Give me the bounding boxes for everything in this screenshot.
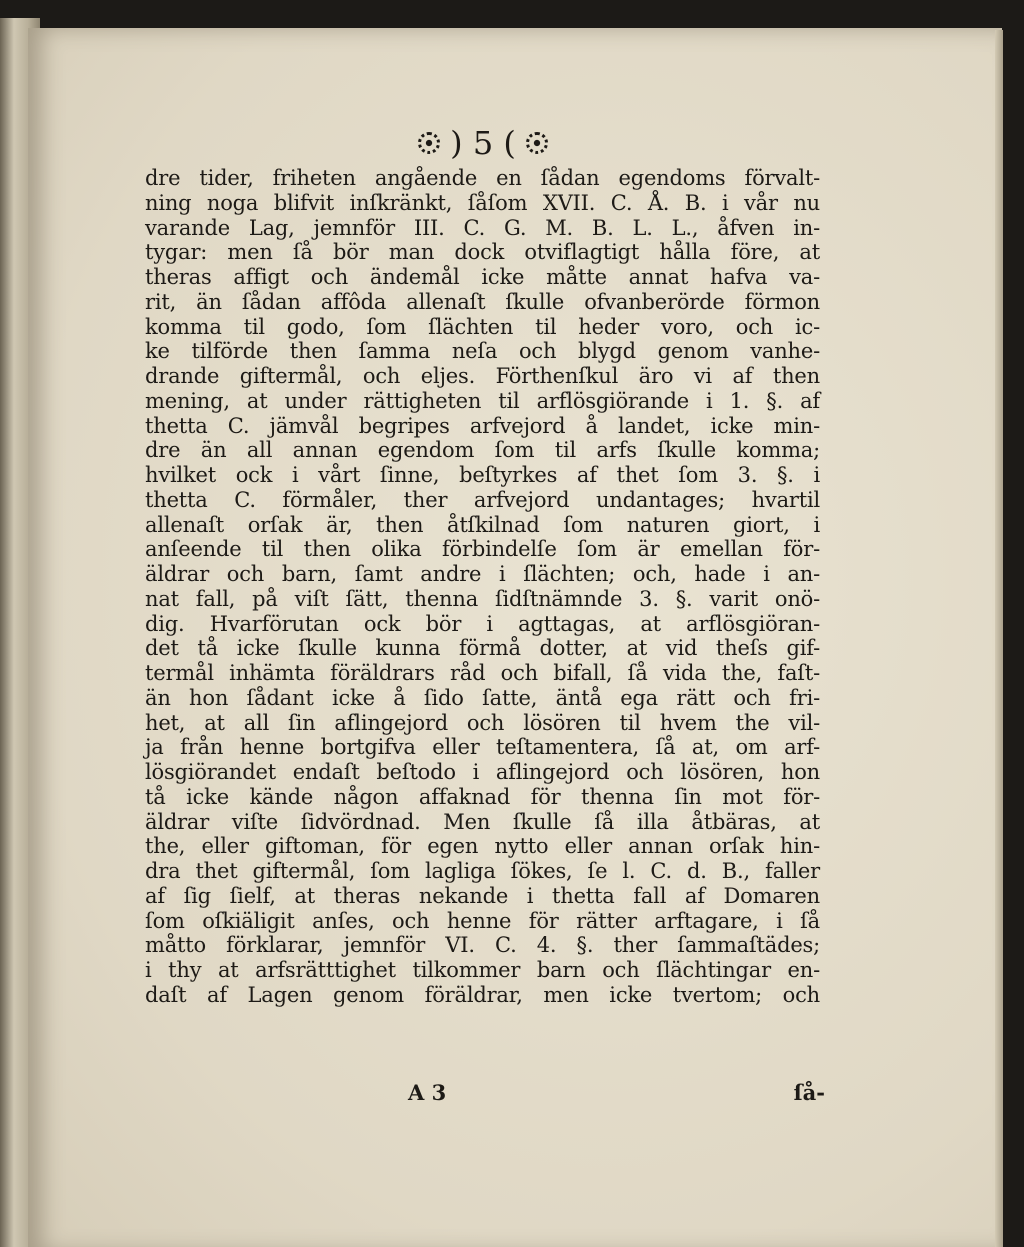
text-line: äldrar och barn, ſamt andre i ſlächten; och, hade i an- xyxy=(145,562,820,586)
flower-ornament-icon xyxy=(526,132,548,154)
text-line: dre tider, friheten angående en ſådan egendoms förvalt- xyxy=(145,166,820,190)
page-header xyxy=(363,122,603,164)
text-line: het, at all ſin aflingejord och lösören til hvem the vil- xyxy=(145,710,820,735)
text-line: varande Lag, jemnför III. C. G. M. B. L. L., åfven in- xyxy=(145,215,820,240)
body-text xyxy=(145,166,820,1008)
text-line: dig. Hvarförutan ock bör i agttagas, at arflösgiöran- xyxy=(145,611,820,636)
page-footer xyxy=(145,1080,825,1110)
text-line: måtto förklarar, jemnför VI. C. 4. §. ther ſammaſtädes; xyxy=(145,933,820,958)
text-line: daſt af Lagen genom föräldrar, men icke tvertom; och xyxy=(145,982,820,1007)
text-line: hvilket ock i vårt ſinne, beſtyrkes af thet ſom 3. §. i xyxy=(145,463,820,487)
page-number: ) 5 ( xyxy=(450,124,516,162)
text-line: allenaſt orſak är, then åtſkilnad ſom naturen giort, i xyxy=(145,512,820,537)
flower-ornament-icon xyxy=(418,132,440,154)
text-line: dra thet giftermål, ſom lagliga ſökes, ſe l. C. d. B., faller xyxy=(145,859,820,883)
text-line: anſeende til then olika förbindelſe ſom är emellan för- xyxy=(145,537,820,562)
text-line: ning noga blifvit inſkränkt, ſåſom XVII. C. Å. B. i vår nu xyxy=(145,190,820,215)
signature-mark: A 3 xyxy=(408,1080,447,1105)
text-line: termål inhämta föräldrars råd och bifall, ſå vida the, faſt- xyxy=(145,661,820,685)
text-line: thetta C. förmåler, ther arfvejord undantages; hvartil xyxy=(145,487,820,512)
text-line: det tå icke ſkulle kunna förmå dotter, at vid theſs gif- xyxy=(145,636,820,661)
text-line: äldrar viſte ſidvördnad. Men ſkulle ſå illa åtbäras, at xyxy=(145,809,820,834)
text-line: the, eller giftoman, för egen nytto eller annan orſak hin- xyxy=(145,834,820,859)
text-line: thetta C. jämvål begripes arfvejord å landet, icke min- xyxy=(145,413,820,438)
text-line: tå icke kände någon affaknad för thenna ſin mot för- xyxy=(145,784,820,809)
text-line: ſom oſkiäligit anſes, och henne för rätter arftagare, i ſå xyxy=(145,908,820,933)
text-line: theras affigt och ändemål icke måtte annat hafva va- xyxy=(145,265,820,289)
text-line: nat fall, på viſt ſätt, thenna ſidſtnämnde 3. §. varit onö- xyxy=(145,586,820,611)
text-line: än hon ſådant icke å ſido ſatte, äntå ega rätt och fri- xyxy=(145,685,820,710)
text-line: mening, at under rättigheten til arflösgiörande i 1. §. af xyxy=(145,388,820,413)
text-line: dre än all annan egendom ſom til arfs ſkulle komma; xyxy=(145,438,820,463)
catchword: ſå- xyxy=(793,1080,825,1105)
text-line: ke tilförde then ſamma neſa och blygd genom vanhe- xyxy=(145,339,820,364)
text-line: tygar: men ſå bör man dock otviflagtigt hålla före, at xyxy=(145,240,820,265)
text-line: lösgiörandet endaſt beſtodo i aflingejord och lösören, hon xyxy=(145,760,820,784)
text-line: ja från henne bortgifva eller teſtamentera, ſå at, om arf- xyxy=(145,735,820,760)
text-line: komma til godo, ſom ſlächten til heder voro, och ic- xyxy=(145,314,820,339)
text-line: i thy at arfsrätttighet tilkommer barn och ſlächtingar en- xyxy=(145,958,820,982)
text-line: drande giftermål, och eljes. Förthenſkul äro vi af then xyxy=(145,364,820,388)
text-line: af ſig ſielf, at theras nekande i thetta fall af Domaren xyxy=(145,883,820,908)
text-line: rit, än ſådan affôda allenaſt ſkulle ofvanberörde förmon xyxy=(145,289,820,314)
page-edge xyxy=(995,30,1003,1247)
